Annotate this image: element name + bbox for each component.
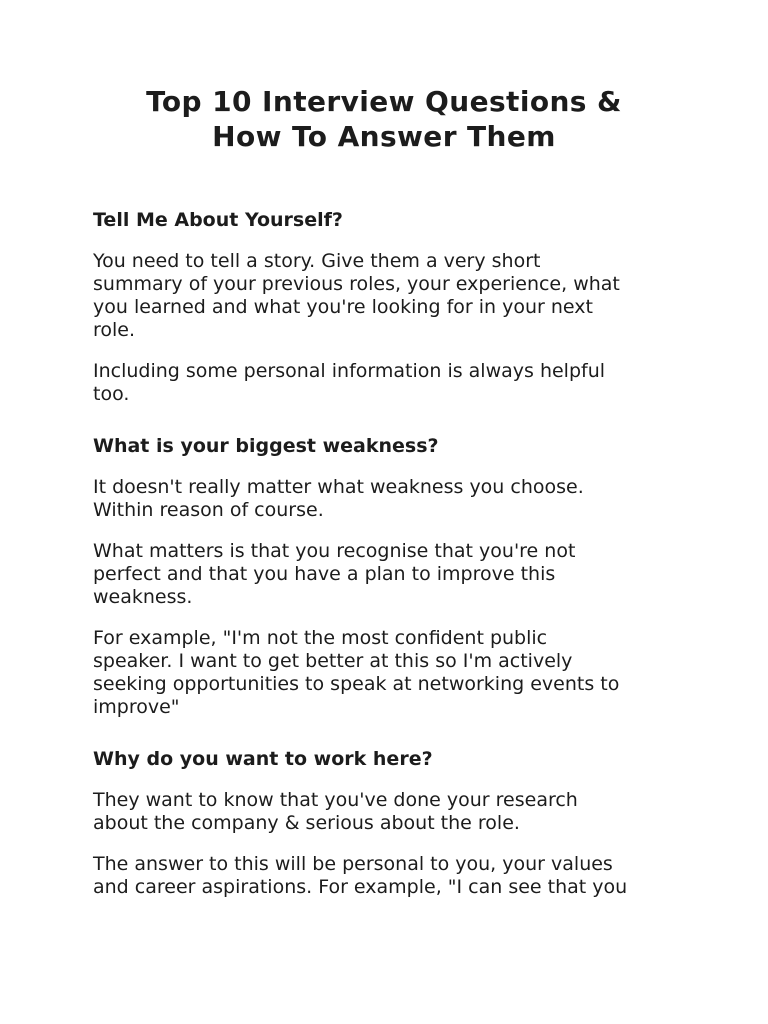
- paragraph-line: weakness.: [93, 586, 193, 608]
- section-tell-me-about-yourself: [93, 209, 675, 406]
- paragraph-line: and career aspirations. For example, "I can see that you: [93, 876, 628, 898]
- paragraph: [93, 853, 681, 899]
- paragraph: [93, 250, 681, 342]
- paragraph-line: you learned and what you're looking for in your next: [93, 296, 593, 318]
- section-heading: Tell Me About Yourself?: [93, 209, 343, 231]
- paragraph: [93, 540, 681, 609]
- paragraph-line: improve": [93, 696, 180, 718]
- paragraph-line: about the company & serious about the role.: [93, 812, 520, 834]
- paragraph-line: role.: [93, 319, 136, 341]
- paragraph-line: speaker. I want to get better at this so I'm actively: [93, 650, 573, 672]
- title-line: How To Answer Them: [212, 120, 556, 153]
- title-line: Top 10 Interview Questions &: [146, 85, 622, 118]
- section-heading: Why do you want to work here?: [93, 748, 433, 770]
- paragraph-line: They want to know that you've done your research: [93, 789, 578, 811]
- paragraph-line: Including some personal information is always helpful: [93, 360, 606, 382]
- paragraph-line: too.: [93, 383, 130, 405]
- section-why-work-here: [93, 748, 675, 899]
- document-title: [93, 84, 675, 154]
- paragraph-line: perfect and that you have a plan to improve this: [93, 563, 556, 585]
- paragraph-line: Within reason of course.: [93, 499, 324, 521]
- paragraph-line: You need to tell a story. Give them a very short: [93, 250, 541, 272]
- paragraph: [93, 789, 681, 835]
- paragraph: [93, 627, 681, 719]
- paragraph-line: For example, "I'm not the most confident public: [93, 627, 548, 649]
- paragraph-line: summary of your previous roles, your experience, what: [93, 273, 620, 295]
- paragraph: [93, 360, 681, 406]
- section-biggest-weakness: [93, 435, 675, 719]
- paragraph-line: The answer to this will be personal to you, your values: [93, 853, 613, 875]
- paragraph-line: What matters is that you recognise that you're not: [93, 540, 576, 562]
- paragraph: [93, 476, 681, 522]
- paragraph-line: seeking opportunities to speak at networking events to: [93, 673, 620, 695]
- section-heading: What is your biggest weakness?: [93, 435, 439, 457]
- paragraph-line: It doesn't really matter what weakness you choose.: [93, 476, 584, 498]
